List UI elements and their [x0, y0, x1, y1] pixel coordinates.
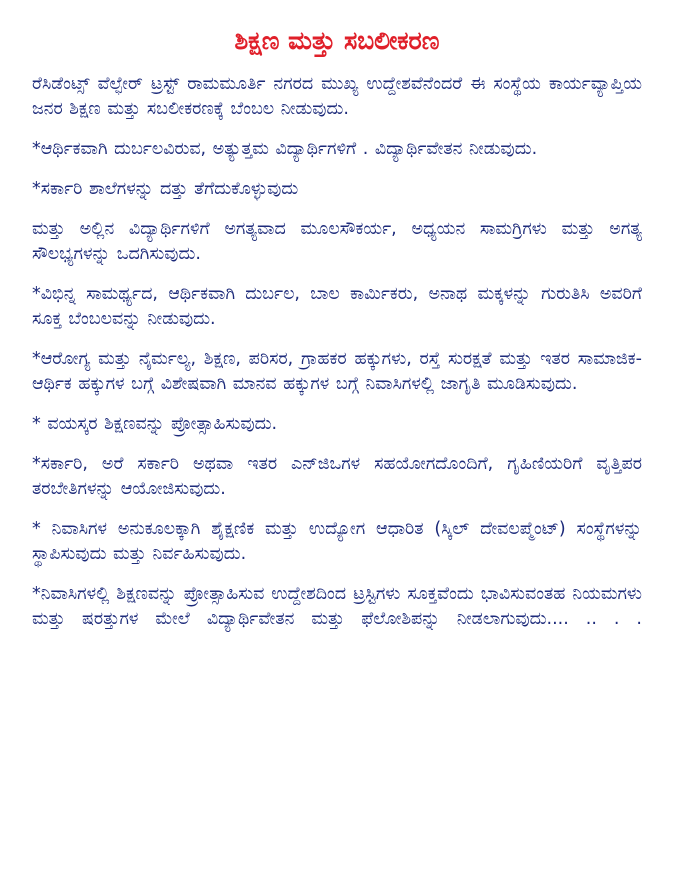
- paragraph-skill-institutions: * ನಿವಾಸಿಗಳ ಅನುಕೂಲಕ್ಕಾಗಿ ಶೈಕ್ಷಣಿಕ ಮತ್ತು ಉದ್ಯೋಗ ಆಧಾರಿತ (ಸ್ಕಿಲ್ ದೇವಲಪ್ಮೆಂಟ್) ಸಂಸ್ಥೆಗಳನ್ನು ಸ್ಥಾಪಿಸುವುದು ಮತ್ತು ನಿರ್ವಹಿಸುವುದು.: [32, 519, 642, 564]
- paragraph-adult-education: * ವಯಸ್ಕರ ಶಿಕ್ಷಣವನ್ನು ಪ್ರೋತ್ಸಾಹಿಸುವುದು.: [32, 414, 278, 434]
- paragraph-fellowship: *ನಿವಾಸಿಗಳಲ್ಲಿ ಶಿಕ್ಷಣವನ್ನು ಪ್ರೋತ್ಸಾಹಿಸುವ ಉದ್ದೇಶದಿಂದ ಟ್ರಸ್ಟಿಗಳು ಸೂಕ್ತವೆಂದು ಭಾವಿಸುವಂತಹ ನಿಯಮಗಳು ಮತ್ತು ಷರತ್ತುಗಳ ಮೇಲೆ ವಿದ್ಯಾರ್ಥಿವೇತನ ಮತ್ತು ಫೆಲೋಶಿಪನ್ನು ನೀಡಲಾಗುವುದು.... .. . .: [32, 584, 642, 629]
- paragraph-intro: ರೆಸಿಡೆಂಟ್ಸ್ ವೆಲ್ಫೇರ್ ಟ್ರಸ್ಟ್ ರಾಮಮೂರ್ತಿ ನಗರದ ಮುಖ್ಯ ಉದ್ದೇಶವೆನೆಂದರೆ ಈ ಸಂಸ್ಥೆಯ ಕಾರ್ಯವ್ಯಾಪ್ತಿಯ ಜನರ ಶಿಕ್ಷಣ ಮತ್ತು ಸಬಲೀಕರಣಕ್ಕೆ ಬೆಂಬಲ ನೀಡುವುದು.: [32, 74, 642, 119]
- document-page: [32, 24, 642, 647]
- paragraph-adopt-schools: *ಸರ್ಕಾರಿ ಶಾಲೆಗಳನ್ನು ದತ್ತು ತೆಗೆದುಕೊಳ್ಳುವುದು: [32, 179, 299, 199]
- paragraph-scholarship: *ಆರ್ಥಿಕವಾಗಿ ದುರ್ಬಲವಿರುವ, ಅತ್ಯುತ್ತಮ ವಿದ್ಯಾರ್ಥಿಗಳಿಗೆ . ವಿದ್ಯಾರ್ಥಿವೇತನ ನೀಡುವುದು.: [32, 139, 538, 159]
- paragraph-awareness: *ಆರೋಗ್ಯ ಮತ್ತು ನೈರ್ಮಲ್ಯ, ಶಿಕ್ಷಣ, ಪರಿಸರ, ಗ್ರಾಹಕರ ಹಕ್ಕುಗಳು, ರಸ್ತೆ ಸುರಕ್ಷತೆ ಮತ್ತು ಇತರ ಸಾಮಾಜಿಕ-ಆರ್ಥಿಕ ಹಕ್ಕುಗಳ ಬಗ್ಗೆ ವಿಶೇಷವಾಗಿ ಮಾನವ ಹಕ್ಕುಗಳ ಬಗ್ಗೆ ನಿವಾಸಿಗಳಲ್ಲಿ ಜಾಗೃತಿ ಮೂಡಿಸುವುದು.: [32, 349, 642, 394]
- paragraph-vocational-training: *ಸರ್ಕಾರಿ, ಅರೆ ಸರ್ಕಾರಿ ಅಥವಾ ಇತರ ಎನ್‌ಜಿಒಗಳ ಸಹಯೋಗದೊಂದಿಗೆ, ಗೃಹಿಣಿಯರಿಗೆ ವೃತ್ತಿಪರ ತರಬೇತಿಗಳನ್ನು ಆಯೋಜಿಸುವುದು.: [32, 454, 642, 499]
- paragraph-differently-abled: *ವಿಭಿನ್ನ ಸಾಮರ್ಥ್ಯದ, ಆರ್ಥಿಕವಾಗಿ ದುರ್ಬಲ, ಬಾಲ ಕಾರ್ಮಿಕರು, ಅನಾಥ ಮಕ್ಕಳನ್ನು ಗುರುತಿಸಿ ಅವರಿಗೆ ಸೂಕ್ತ ಬೆಂಬಲವನ್ನು ನೀಡುವುದು.: [32, 284, 642, 329]
- paragraph-infrastructure: ಮತ್ತು ಅಲ್ಲಿನ ವಿದ್ಯಾರ್ಥಿಗಳಿಗೆ ಅಗತ್ಯವಾದ ಮೂಲಸೌಕರ್ಯ, ಅಧ್ಯಯನ ಸಾಮಗ್ರಿಗಳು ಮತ್ತು ಅಗತ್ಯ ಸೌಲಭ್ಯಗಳನ್ನು ಒದಗಿಸುವುದು.: [32, 219, 642, 264]
- document-title: ಶಿಕ್ಷಣ ಮತ್ತು ಸಬಲೀಕರಣ: [234, 26, 440, 55]
